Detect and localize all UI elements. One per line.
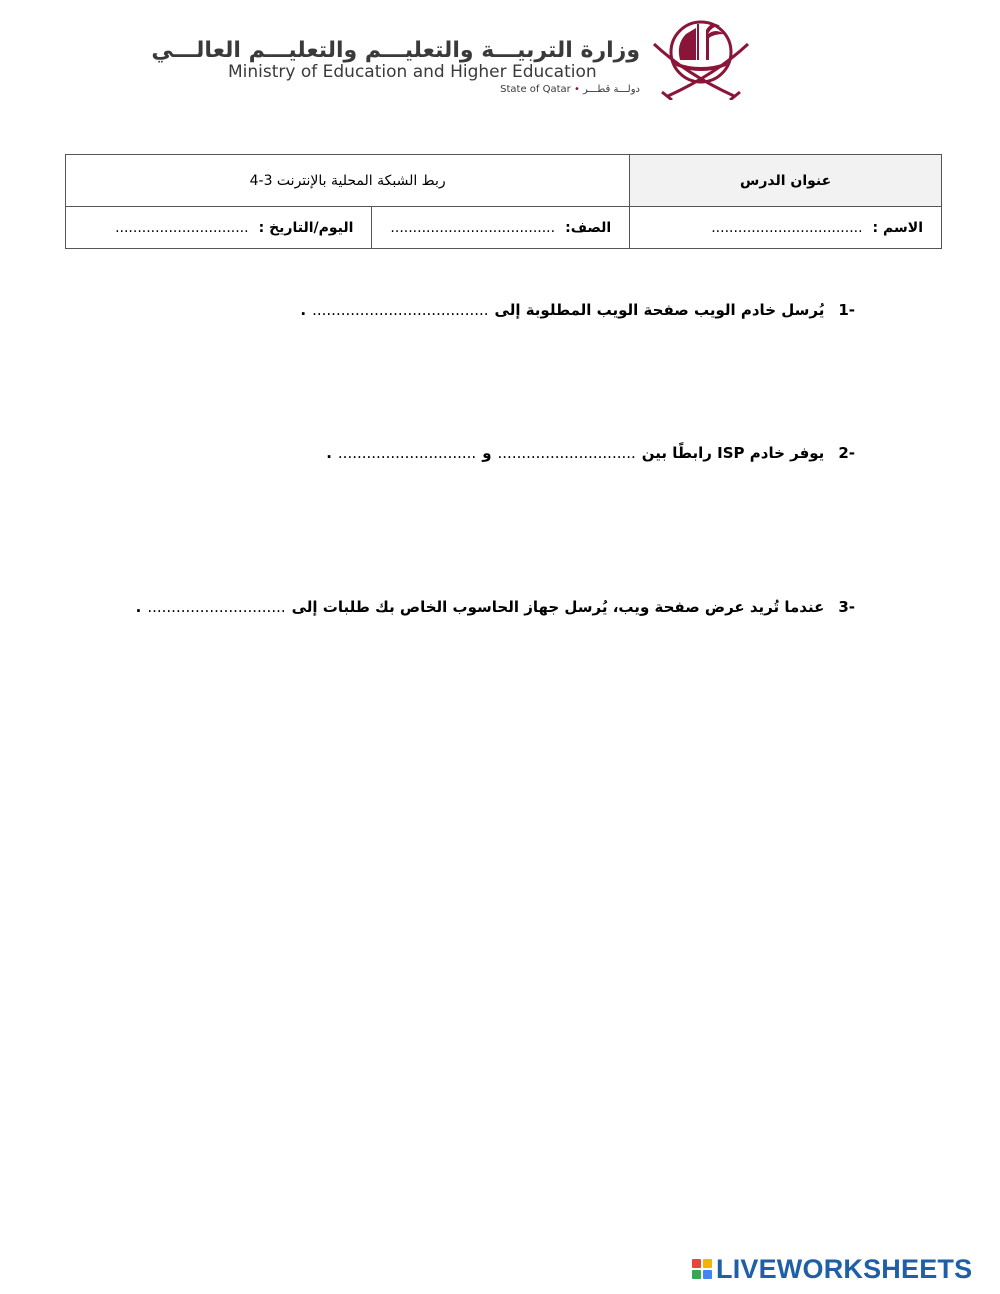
question-text: عندما تُريد عرض صفحة ويب، يُرسل جهاز الحاسوب الخاص بك طلبات إلى [291, 598, 825, 616]
date-field[interactable] [66, 207, 372, 249]
answer-blank[interactable]: ............................. [147, 598, 286, 616]
question-text: يُرسل خادم الويب صفحة الويب المطلوبة إلى [494, 301, 825, 319]
class-label: الصف: [565, 219, 612, 236]
name-label: الاسم : [872, 219, 923, 236]
separator-dot: • [573, 84, 580, 95]
liveworksheets-brand-text: LIVEWORKSHEETS [716, 1253, 973, 1284]
question-1 [300, 301, 855, 319]
question-text: يوفر خادم ISP رابطًا بين [641, 444, 825, 462]
name-field[interactable] [630, 207, 942, 249]
class-dots: ..................................... [390, 219, 556, 236]
question-number: -3 [838, 598, 855, 616]
liveworksheets-squares-icon [692, 1259, 712, 1279]
class-field[interactable] [372, 207, 630, 249]
name-dots: .................................. [711, 219, 863, 236]
answer-blank[interactable]: ..................................... [312, 301, 489, 319]
state-label-arabic: دولـــة قطـــر [583, 84, 640, 95]
question-end: . [135, 598, 142, 616]
question-number: -1 [838, 301, 855, 319]
page-header [0, 0, 1000, 120]
answer-blank-2[interactable]: ............................. [337, 444, 477, 462]
lesson-info-table [65, 154, 942, 249]
question-end: . [326, 444, 332, 462]
table-row [66, 207, 942, 249]
qatar-emblem-icon [646, 14, 756, 100]
date-label: اليوم/التاريخ : [258, 219, 354, 236]
lesson-title-value: ربط الشبكة المحلية بالإنترنت 3-4 [66, 155, 630, 207]
answer-blank-1[interactable]: ............................. [497, 444, 636, 462]
liveworksheets-logo[interactable] [692, 1255, 972, 1283]
state-label [500, 84, 640, 95]
question-number: -2 [838, 444, 855, 462]
date-dots: .............................. [115, 219, 249, 236]
question-end: . [300, 301, 307, 319]
table-row [66, 155, 942, 207]
lesson-title-label: عنوان الدرس [630, 155, 942, 207]
question-3 [136, 598, 855, 616]
state-label-english: State of Qatar [500, 84, 571, 95]
question-connector: و [482, 444, 492, 462]
ministry-name-arabic: وزارة التربيـــة والتعليـــم والتعليـــم العالـــي [151, 38, 640, 63]
ministry-name-english: Ministry of Education and Higher Education [228, 62, 597, 82]
question-2 [326, 444, 855, 462]
